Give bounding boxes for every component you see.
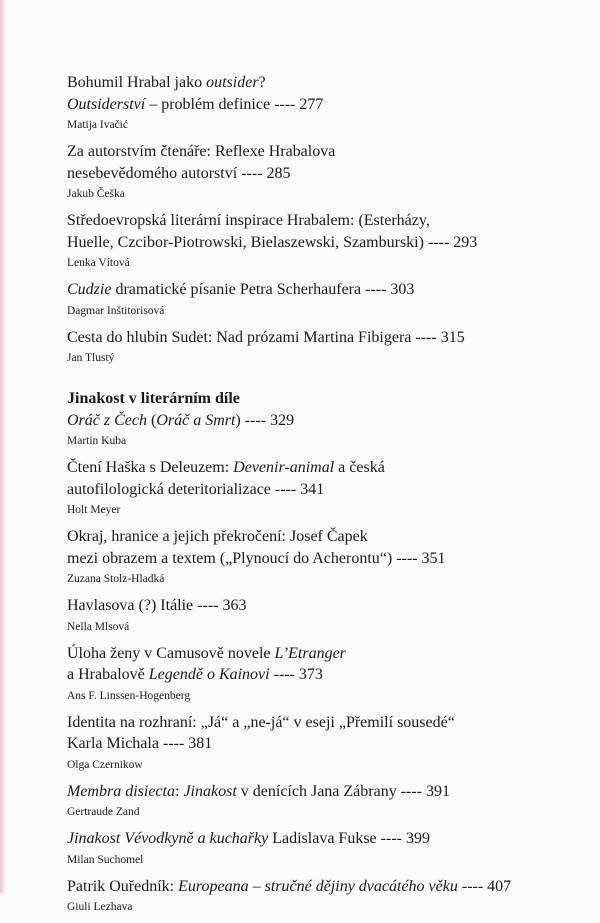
toc-entry bbox=[67, 876, 567, 916]
entry-title-line bbox=[67, 232, 567, 254]
entry-title-line bbox=[67, 828, 567, 850]
entry-title-line bbox=[67, 781, 567, 803]
title-text: – problém definice bbox=[145, 95, 275, 113]
page-number: 285 bbox=[266, 164, 291, 182]
entry-title-line bbox=[67, 595, 567, 617]
leader-dashes: ---- bbox=[273, 666, 295, 683]
entry-title-line bbox=[67, 210, 567, 232]
title-text: Identita na rozhraní: „Já“ a „ne-já“ v eseji „Přemilí sousedé“ bbox=[67, 713, 455, 731]
toc-entry bbox=[67, 141, 567, 202]
leader-dashes: ---- bbox=[197, 597, 219, 614]
toc-entry bbox=[67, 712, 567, 773]
entry-title-line bbox=[67, 479, 567, 501]
toc-entry bbox=[67, 781, 567, 821]
page-number: 303 bbox=[390, 281, 415, 298]
entry-title-line bbox=[67, 410, 567, 432]
toc-group-after bbox=[67, 410, 567, 916]
entry-title-line bbox=[67, 327, 567, 349]
leader-dashes: ---- bbox=[162, 735, 185, 752]
toc-entry bbox=[67, 410, 567, 450]
italic-text: Europeana – stručné dějiny dvacátého věku bbox=[178, 877, 458, 895]
italic-text: Cudzie bbox=[67, 281, 112, 298]
page-number: 381 bbox=[188, 735, 213, 752]
title-text: : bbox=[174, 782, 184, 800]
italic-text: Devenir-animal bbox=[233, 459, 335, 476]
toc-entry bbox=[67, 828, 567, 868]
page-edge bbox=[0, 0, 6, 893]
page-number: 407 bbox=[487, 877, 512, 895]
entry-title-line bbox=[67, 163, 567, 185]
entry-author: Nella Mlsová bbox=[67, 620, 130, 633]
entry-author: Matija Ivačić bbox=[67, 119, 128, 131]
italic-text: L’Etranger bbox=[274, 644, 346, 662]
leader-dashes: ---- bbox=[400, 782, 423, 800]
title-text: a Hrabalově bbox=[67, 666, 149, 683]
title-text: a česká bbox=[334, 459, 385, 476]
entry-author: Jan Tlustý bbox=[67, 352, 115, 364]
page-number: 315 bbox=[440, 328, 465, 346]
toc-entry bbox=[67, 279, 567, 319]
italic-text: Jinakost Vévodkyně a kuchařky bbox=[67, 830, 269, 847]
title-text: Patrik Ouředník: bbox=[67, 877, 179, 895]
page-number: 293 bbox=[453, 233, 478, 251]
entry-author: Lenka Vítová bbox=[67, 257, 130, 269]
italic-text: Membra disiecta bbox=[67, 782, 175, 800]
page-number: 329 bbox=[270, 411, 295, 429]
toc-group-before bbox=[67, 72, 567, 366]
title-text: Cesta do hlubin Sudet: Nad prózami Martina Fibigera bbox=[67, 328, 416, 346]
title-text: Huelle, Czcibor-Piotrowski, Bielaszewski, Szamburski) bbox=[67, 233, 428, 251]
page-number: 363 bbox=[222, 597, 247, 614]
toc-entry bbox=[67, 643, 567, 704]
page-number: 391 bbox=[426, 782, 451, 800]
italic-text: Outsiderství bbox=[67, 95, 146, 113]
title-text: ) bbox=[235, 411, 245, 429]
entry-title-line bbox=[67, 94, 567, 116]
title-text: ? bbox=[258, 74, 266, 91]
entry-author: Olga Czernikow bbox=[67, 758, 143, 771]
entry-author: Martin Kuba bbox=[67, 435, 127, 447]
entry-author: Gertraude Zand bbox=[67, 806, 140, 818]
toc-entry bbox=[67, 595, 567, 635]
title-text: Čtení Haška s Deleuzem: bbox=[67, 459, 234, 476]
title-text: mezi obrazem a textem („Plynoucí do Acherontu“) bbox=[67, 549, 397, 567]
toc-entry bbox=[67, 526, 567, 587]
page-number: 277 bbox=[299, 95, 324, 113]
title-text: autofilologická deteritorializace bbox=[67, 480, 275, 498]
entry-title-line bbox=[67, 876, 567, 898]
section-heading: Jinakost v literárním díle bbox=[67, 390, 240, 407]
title-text: Karla Michala bbox=[67, 735, 163, 752]
entry-title-line bbox=[67, 733, 567, 755]
title-text: Za autorstvím čtenáře: Reflexe Hrabalova bbox=[67, 143, 336, 160]
title-text: Ladislava Fukse bbox=[268, 830, 381, 847]
title-text: Úloha ženy v Camusově novele bbox=[67, 644, 275, 662]
leader-dashes: ---- bbox=[274, 95, 296, 113]
entry-author: Milan Suchomel bbox=[67, 853, 144, 866]
page-number: 351 bbox=[421, 549, 446, 567]
title-text: ( bbox=[146, 411, 157, 429]
leader-dashes: ---- bbox=[461, 877, 484, 895]
page-number: 373 bbox=[298, 666, 323, 683]
italic-text: Legendě o Kainovi bbox=[148, 666, 270, 683]
title-text: Havlasova (?) Itálie bbox=[67, 597, 198, 614]
entry-title-line bbox=[67, 712, 567, 734]
toc-entry bbox=[67, 72, 567, 133]
leader-dashes: ---- bbox=[415, 328, 437, 346]
entry-title-line bbox=[67, 643, 567, 665]
toc-entry bbox=[67, 327, 567, 367]
title-text: v denících Jana Zábrany bbox=[236, 782, 401, 800]
title-text: nesebevědomého autorství bbox=[67, 164, 242, 182]
title-text: Bohumil Hrabal jako bbox=[67, 74, 207, 91]
entry-author: Giuli Lezhava bbox=[67, 901, 133, 913]
leader-dashes: ---- bbox=[241, 164, 263, 182]
leader-dashes: ---- bbox=[274, 480, 297, 498]
italic-text: Jinakost bbox=[183, 782, 237, 800]
entry-author: Holt Meyer bbox=[67, 504, 121, 516]
title-text: Středoevropská literární inspirace Hrabalem: (Esterházy, bbox=[67, 212, 430, 229]
entry-title-line bbox=[67, 457, 567, 479]
page-number: 399 bbox=[405, 830, 430, 847]
entry-author: Zuzana Stolz-Hladká bbox=[67, 573, 165, 585]
entry-author: Dagmar Inštitorisová bbox=[67, 304, 165, 317]
entry-title-line bbox=[67, 72, 567, 94]
toc-entry bbox=[67, 457, 567, 518]
italic-text: outsider bbox=[206, 74, 259, 91]
leader-dashes: ---- bbox=[365, 281, 387, 298]
entry-author: Jakub Češka bbox=[67, 188, 125, 200]
entry-author: Ans F. Linssen-Hogenberg bbox=[67, 689, 191, 702]
entry-title-line bbox=[67, 279, 567, 301]
leader-dashes: ---- bbox=[380, 830, 402, 847]
entry-title-line bbox=[67, 664, 567, 686]
italic-text: Oráč z Čech bbox=[67, 411, 147, 429]
entry-title-line bbox=[67, 526, 567, 548]
leader-dashes: ---- bbox=[427, 233, 450, 251]
table-of-contents bbox=[67, 72, 567, 923]
title-text: dramatické písanie Petra Scherhaufera bbox=[111, 281, 366, 298]
toc-entry bbox=[67, 210, 567, 271]
leader-dashes: ---- bbox=[244, 411, 267, 429]
entry-title-line bbox=[67, 548, 567, 570]
page-number: 341 bbox=[300, 480, 325, 498]
leader-dashes: ---- bbox=[396, 549, 418, 567]
italic-text: Oráč a Smrt bbox=[156, 411, 236, 429]
title-text: Okraj, hranice a jejich překročení: Josef Čapek bbox=[67, 528, 368, 545]
entry-title-line bbox=[67, 141, 567, 163]
